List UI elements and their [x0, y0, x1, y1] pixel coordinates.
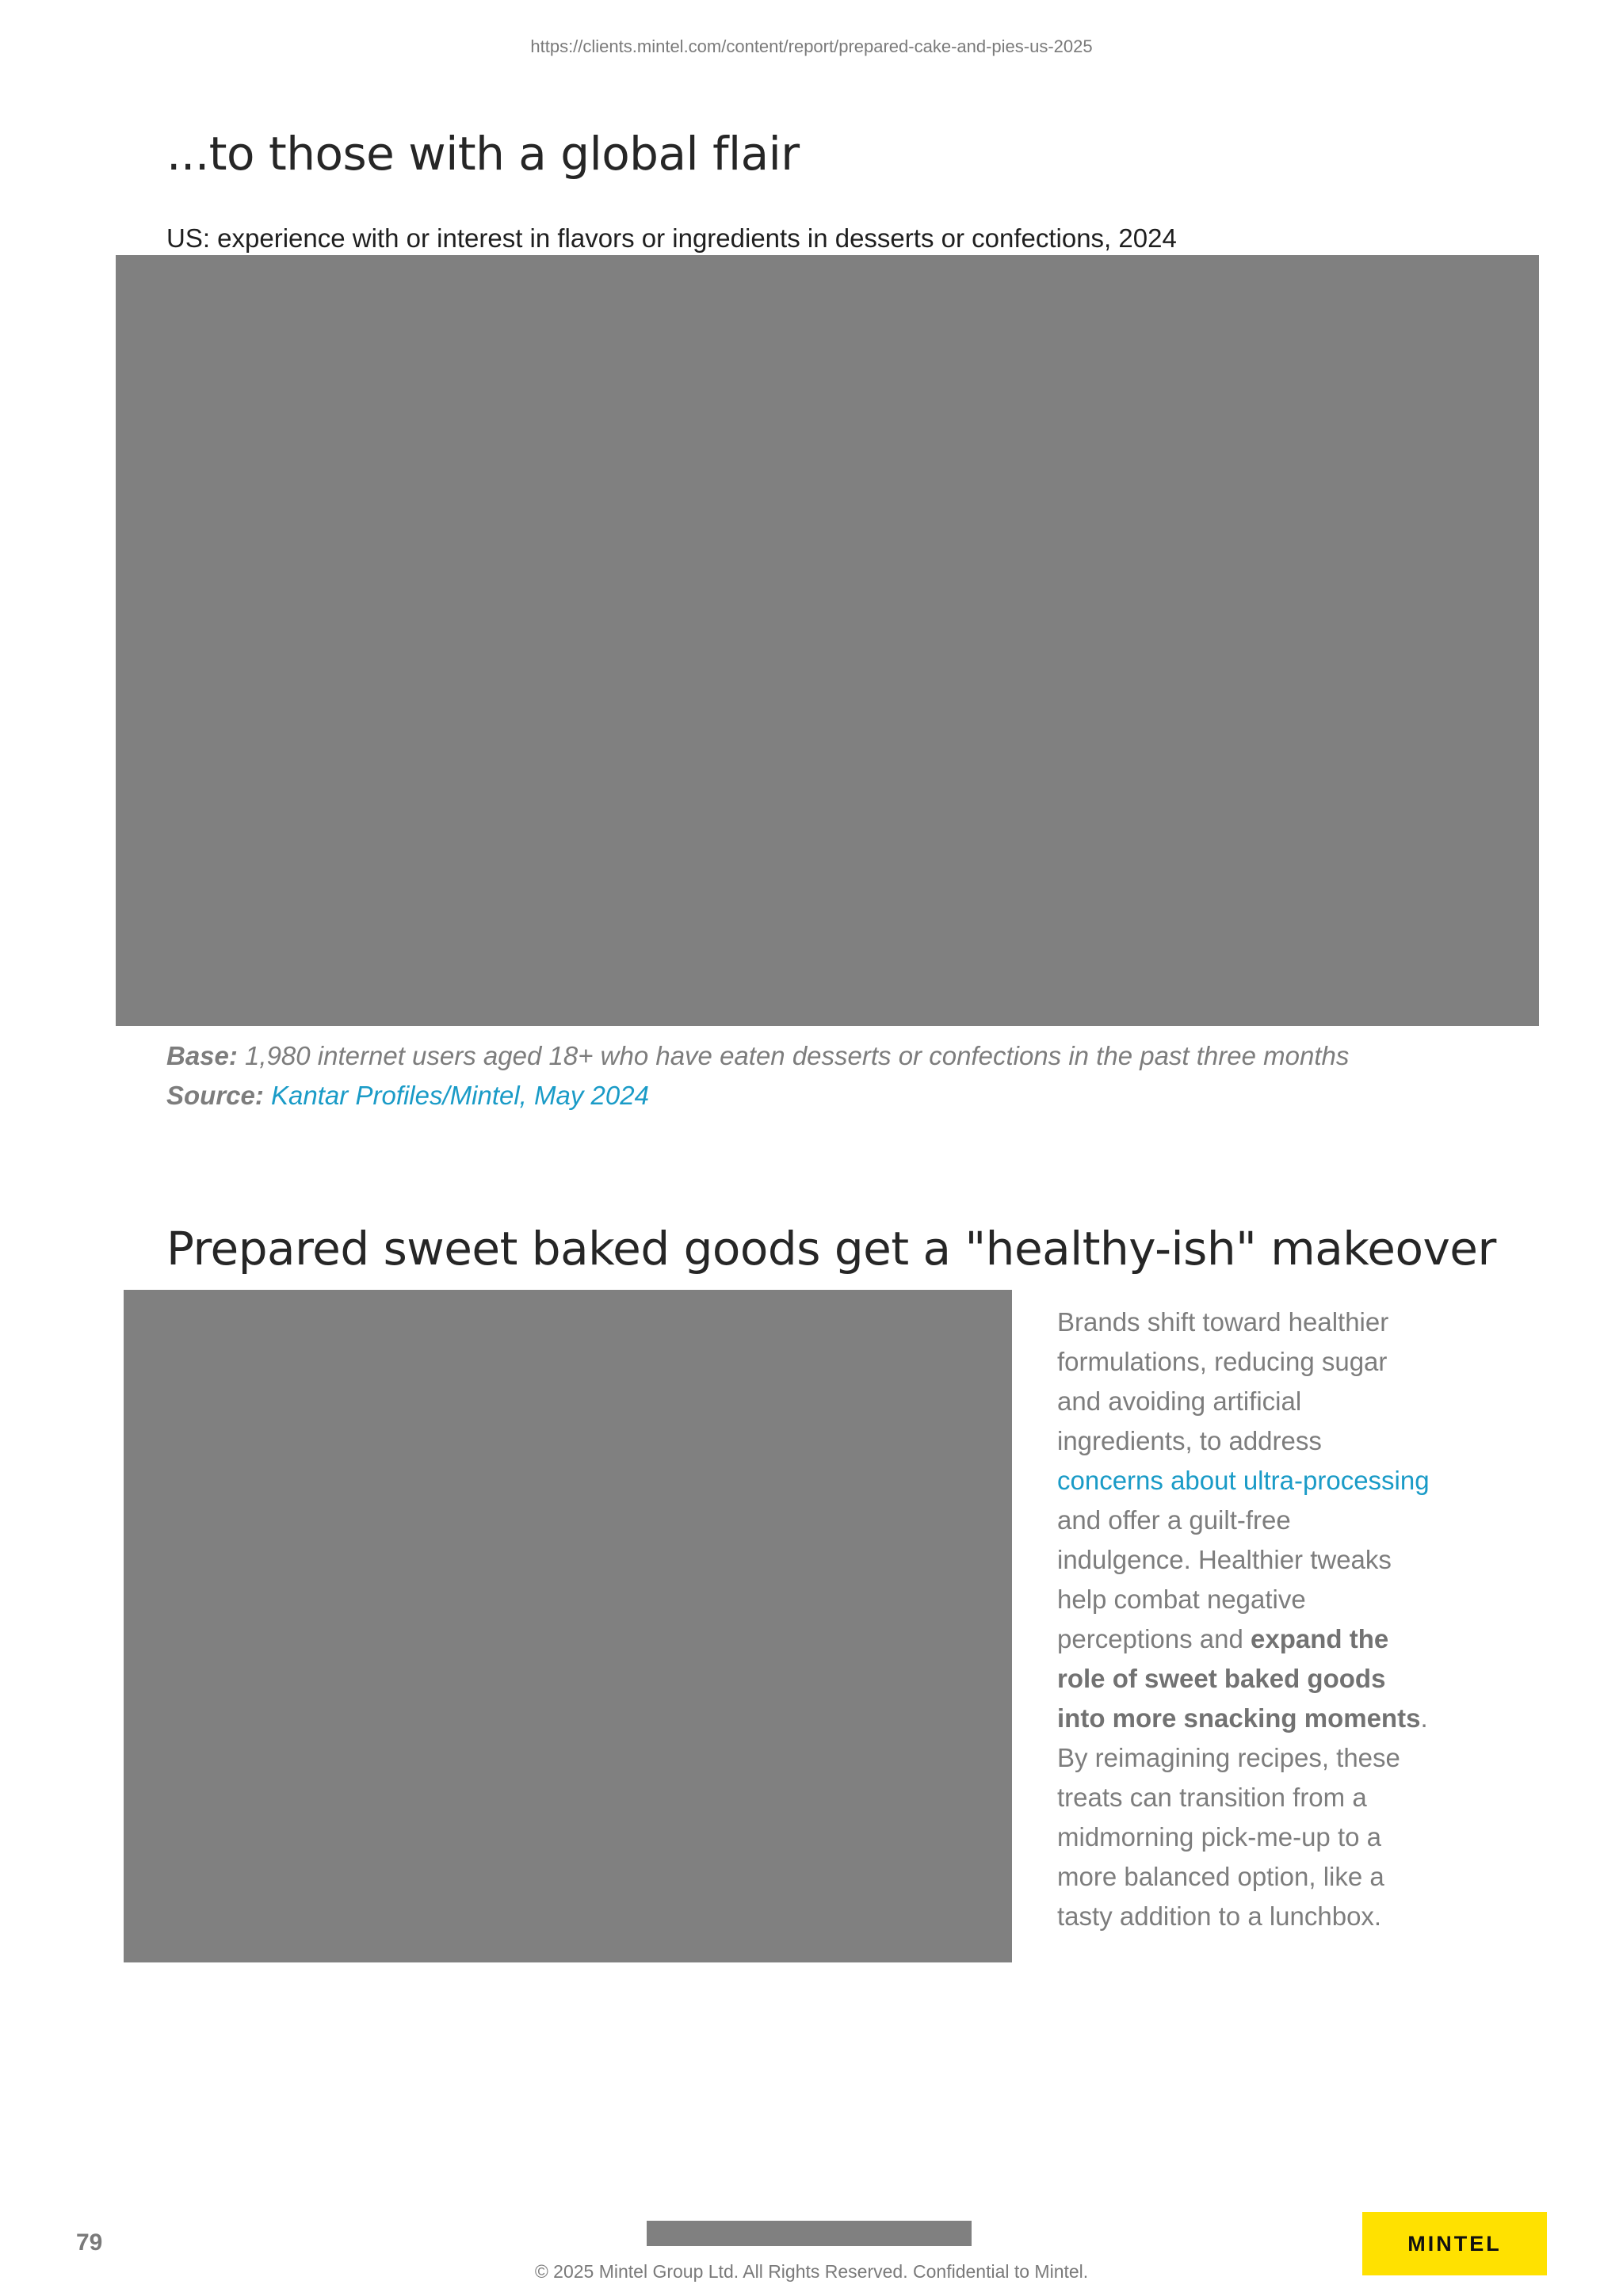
photo-placeholder — [124, 1290, 1012, 1962]
source-link[interactable]: Kantar Profiles/Mintel, May 2024 — [271, 1081, 649, 1110]
body-text-2: and offer a guilt-free indulgence. Healthier tweaks help combat negative perceptions and — [1057, 1505, 1392, 1653]
base-note — [166, 1041, 1349, 1071]
copyright-notice: © 2025 Mintel Group Ltd. All Rights Reserved. Confidential to Mintel. — [534, 2261, 1089, 2282]
source-note — [166, 1081, 649, 1111]
report-url: https://clients.mintel.com/content/report/prepared-cake-and-pies-us-2025 — [530, 36, 1093, 56]
body-paragraph — [1057, 1302, 1430, 1936]
base-text: 1,980 internet users aged 18+ who have eaten desserts or confections in the past three months — [237, 1041, 1350, 1070]
source-label: Source: — [166, 1081, 264, 1110]
ultra-processing-link[interactable]: concerns about ultra-processing — [1057, 1466, 1430, 1495]
mintel-logo: MINTEL — [1362, 2212, 1547, 2275]
footer-redaction-bar — [647, 2221, 972, 2246]
chart-subtitle: US: experience with or interest in flavors or ingredients in desserts or confections, 2024 — [166, 223, 1177, 253]
section-title-healthy-makeover: Prepared sweet baked goods get a "healthy-ish" makeover — [166, 1222, 1496, 1276]
chart-image-placeholder — [116, 255, 1539, 1026]
body-bold-text: expand the role of sweet baked goods into more snacking moments — [1057, 1624, 1421, 1733]
body-text-1: Brands shift toward healthier formulations, reducing sugar and avoiding artificial ingredients, to address — [1057, 1307, 1389, 1455]
base-label: Base: — [166, 1041, 238, 1070]
body-text-3: . By reimagining recipes, these treats can transition from a midmorning pick-me-up to a more balanced option, like a tasty addition to a lunchbox. — [1057, 1703, 1428, 1931]
section-title-global-flair: ...to those with a global flair — [166, 127, 800, 181]
page-number: 79 — [76, 2229, 103, 2256]
